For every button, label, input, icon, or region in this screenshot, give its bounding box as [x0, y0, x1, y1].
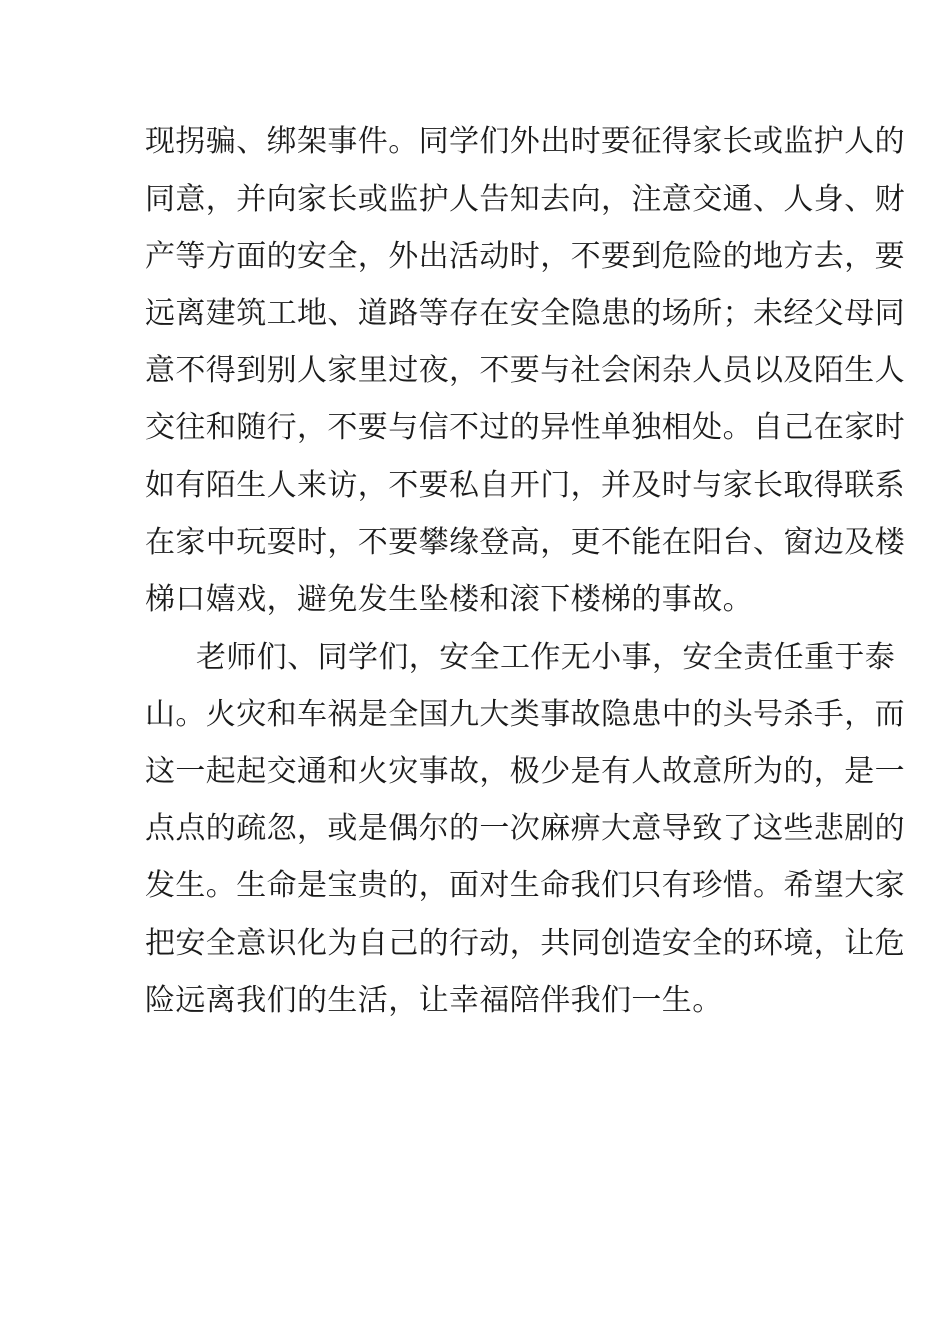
text-line: 交往和随行，不要与信不过的异性单独相处。自己在家时 — [145, 410, 905, 445]
text-line: 这一起起交通和火灾事故，极少是有人故意所为的，是一 — [145, 754, 905, 789]
text-line: 意不得到别人家里过夜，不要与社会闲杂人员以及陌生人 — [145, 353, 905, 388]
text-line: 产等方面的安全，外出活动时，不要到危险的地方去，要 — [145, 239, 905, 274]
text-line: 远离建筑工地、道路等存在安全隐患的场所；未经父母同 — [145, 296, 905, 331]
text-line: 如有陌生人来访，不要私自开门，并及时与家长取得联系 — [145, 468, 905, 503]
text-line: 同意，并向家长或监护人告知去向，注意交通、人身、财 — [145, 182, 905, 217]
text-line: 发生。生命是宝贵的，面对生命我们只有珍惜。希望大家 — [145, 868, 905, 903]
text-line: 现拐骗、绑架事件。同学们外出时要征得家长或监护人的 — [145, 124, 905, 159]
text-line: 点点的疏忽，或是偶尔的一次麻痹大意导致了这些悲剧的 — [145, 811, 905, 846]
text-line: 把安全意识化为自己的行动，共同创造安全的环境，让危 — [145, 926, 905, 961]
text-line: 险远离我们的生活，让幸福陪伴我们一生。 — [145, 983, 723, 1018]
text-line: 梯口嬉戏，避免发生坠楼和滚下楼梯的事故。 — [145, 582, 753, 617]
text-line: 老师们、同学们，安全工作无小事，安全责任重于泰 — [196, 640, 896, 675]
text-line: 山。火灾和车祸是全国九大类事故隐患中的头号杀手，而 — [145, 697, 905, 732]
text-line: 在家中玩耍时，不要攀缘登高，更不能在阳台、窗边及楼 — [145, 525, 905, 560]
